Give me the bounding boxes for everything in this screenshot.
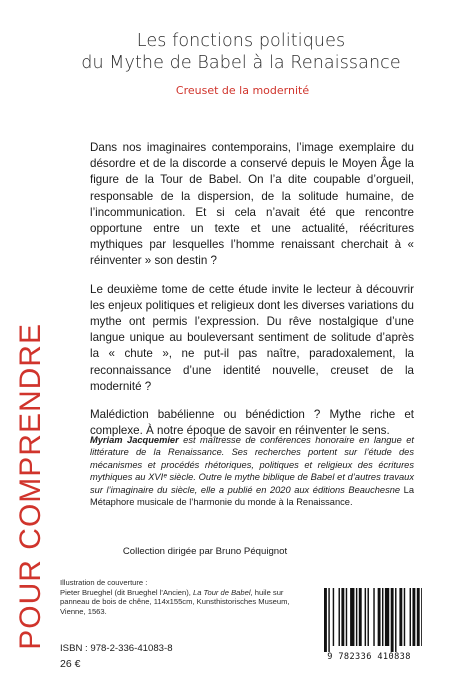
- blurb-paragraph-2: Le deuxième tome de cette étude invite le lecteur à découvrir les enjeux politiques et religieux dont les diverses variations du mythe ont permis l’expression. Du rêve nostalgique d’une langue unique au bouleversant sentiment de solitude d’après la « chute », ne put-il pas naître, paradoxalement, la reconnaissance d’une identité nouvelle, creuset de la modernité ?: [90, 282, 414, 393]
- barcode-bar: [378, 588, 381, 646]
- barcode-bar: [324, 588, 327, 652]
- book-subtitle: Creuset de la modernité: [175, 84, 310, 97]
- cover-credit: [60, 578, 290, 616]
- barcode-bar: [410, 588, 411, 646]
- barcode-bar: [395, 588, 396, 652]
- barcode-bar: [339, 588, 340, 646]
- author-bio-text: est maîtresse de conférences honoraire en langue et littérature de la Renaissance. Ses recherches portent sur l’étude des mécanismes et procédés rhétoriques, politiques et religieux des écritures mythiques au XVIᵉ siècle. Outre le mythe biblique de Babel et d’autres travaux sur l’imaginaire du siècle, elle a publié en 2020 aux éditions Beauchesne: [90, 435, 414, 495]
- barcode-bar: [350, 588, 354, 646]
- barcode-bar: [385, 588, 389, 646]
- author-bio: [90, 434, 414, 508]
- barcode-bar: [359, 588, 362, 646]
- barcode-bar: [412, 588, 415, 646]
- author-name: Myriam Jacquemier: [90, 435, 179, 445]
- blurb-paragraph-3: Malédiction babélienne ou bénédiction ? Mythe riche et complexe. À notre époque de savoir en réinventer le sens.: [90, 408, 414, 438]
- barcode-bar: [328, 588, 329, 652]
- barcode-digits: 9 782336 410838: [316, 652, 422, 662]
- cover-credit-label: Illustration de couverture :: [60, 578, 148, 587]
- author-bio-book-title: La Métaphore musicale de l’harmonie du monde à la Renaissance.: [90, 484, 414, 508]
- blurb-paragraph-1: Dans nos imaginaires contemporains, l’image exemplaire du désordre et de la discorde a conservé depuis le Moyen Âge la figure de la Tour de Babel. On l’a dite coupable d’orgueil, responsable de la dispersion, de la solitude humaine, de l’incommunication. Et si cela n’avait été que rencontre opportune entre un texte et une actualité, réécritures mythiques par lesquelles l’homme renaissant cherchait à « réinventer » son destin ?: [90, 141, 414, 268]
- barcode-bar: [421, 588, 422, 646]
- barcode-bar: [356, 588, 357, 646]
- price: 26 €: [60, 658, 81, 670]
- barcode-bar: [391, 588, 394, 652]
- barcode-bar: [341, 588, 344, 646]
- title-line-1: Les fonctions politiques: [136, 31, 346, 51]
- barcode-bar: [365, 588, 366, 646]
- cover-credit-work: La Tour de Babel: [192, 587, 251, 597]
- barcode-bar: [404, 588, 405, 646]
- barcode-bar: [368, 588, 369, 646]
- collection-director: Collection dirigée par Bruno Péquignot: [122, 546, 288, 557]
- cover-credit-artist: Pieter Brueghel (dit Brueghel l’Ancien),: [60, 587, 193, 597]
- title-line-2: du Mythe de Babel à la Renaissance: [81, 53, 401, 73]
- barcode-bars: [316, 588, 422, 652]
- cover-credit-details: , huile sur panneau de bois de chêne, 114x155cm, Kunsthistorisches Museum, Vienne, 1563.: [60, 587, 290, 616]
- barcode-bar: [417, 588, 420, 646]
- barcode-bar: [333, 588, 334, 646]
- barcode-bar: [373, 588, 374, 646]
- barcode-bar: [346, 588, 347, 646]
- barcode-bar: [399, 588, 402, 646]
- book-title: [56, 30, 426, 74]
- barcode-bar: [382, 588, 383, 646]
- blurb: [90, 140, 414, 451]
- isbn: ISBN : 978-2-336-41083-8: [60, 643, 173, 654]
- series-name-vertical: POUR COMPRENDRE: [14, 323, 47, 650]
